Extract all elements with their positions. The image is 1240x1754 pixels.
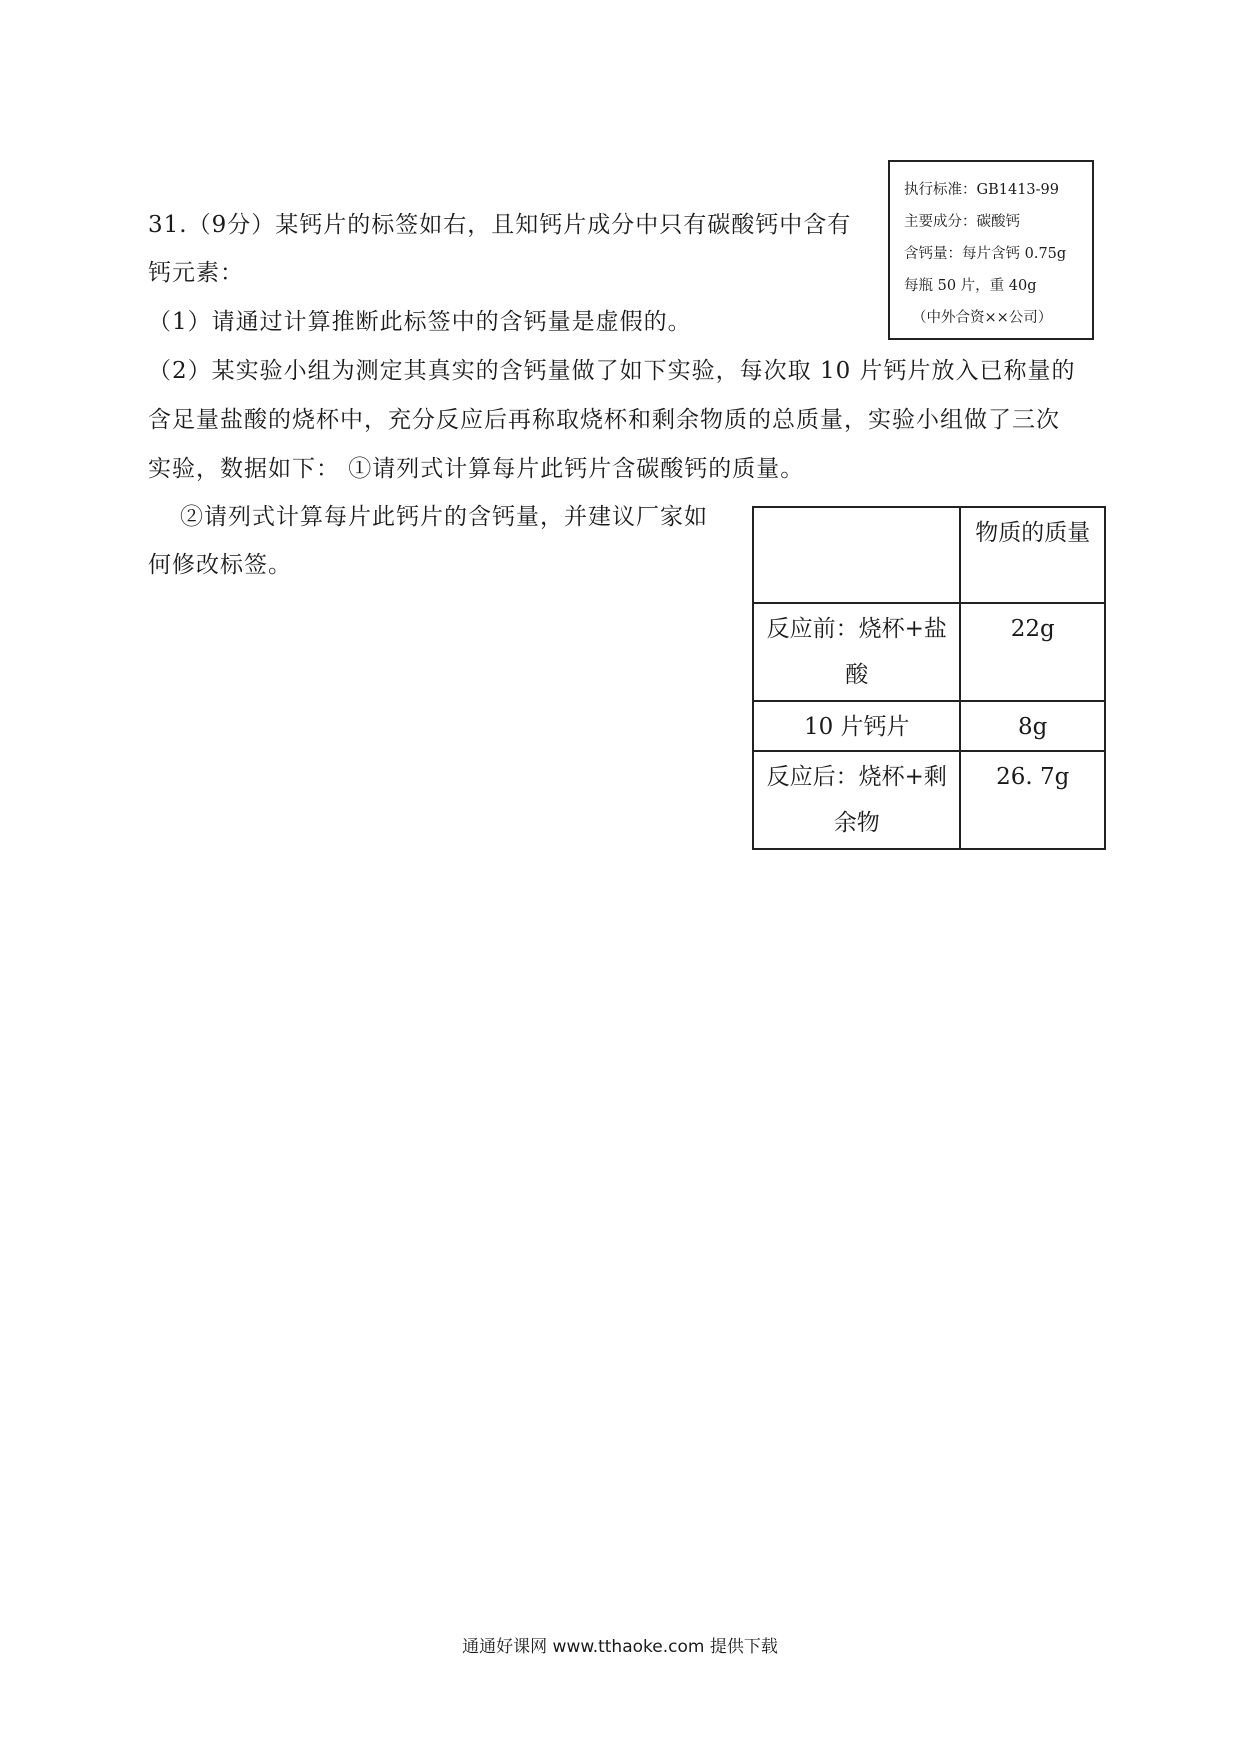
table-cell: 22g [960,603,1105,701]
table-cell: 反应后：烧杯+剩余物 [753,751,960,849]
page-footer: 通通好课网 www.tthaoke.com 提供下载 [462,1637,778,1657]
part-2-line-2: 含足量盐酸的烧杯中，充分反应后再称取烧杯和剩余物质的总质量，实验小组做了三次 [148,407,1060,433]
calcium-tablet-label [888,160,1094,340]
label-calcium-content: 含钙量：每片含钙 0.75g [904,246,1067,262]
question-title-line: 31.（9分）某钙片的标签如右，且知钙片成分中只有碳酸钙中含有 [148,212,852,238]
table-cell: 8g [960,701,1105,751]
label-ingredient: 主要成分：碳酸钙 [904,214,1020,230]
experiment-data-table [752,506,1106,850]
table-cell: 26. 7g [960,751,1105,849]
label-bottle-info: 每瓶 50 片，重 40g [904,278,1037,294]
sub-question-2-line-1: ②请列式计算每片此钙片的含钙量，并建议厂家如 [180,504,708,530]
table-header-cell: 物质的质量 [960,507,1105,603]
sub-question-2-line-2: 何修改标签。 [148,552,292,578]
table-header-row [753,507,1105,603]
table-cell: 反应前：烧杯+盐酸 [753,603,960,701]
label-standard: 执行标准：GB1413-99 [904,182,1059,198]
table-row [753,751,1105,849]
part-1: （1）请通过计算推断此标签中的含钙量是虚假的。 [148,309,692,335]
label-company: （中外合资××公司） [912,310,1053,326]
table-row [753,603,1105,701]
part-2-line-1: （2）某实验小组为测定其真实的含钙量做了如下实验，每次取 10 片钙片放入已称量的 [148,358,1076,384]
part-2-line-3: 实验，数据如下： ①请列式计算每片此钙片含碳酸钙的质量。 [148,456,805,482]
table-row [753,701,1105,751]
table-cell: 10 片钙片 [753,701,960,751]
table-header-cell [753,507,960,603]
question-title-line-2: 钙元素： [148,260,244,286]
